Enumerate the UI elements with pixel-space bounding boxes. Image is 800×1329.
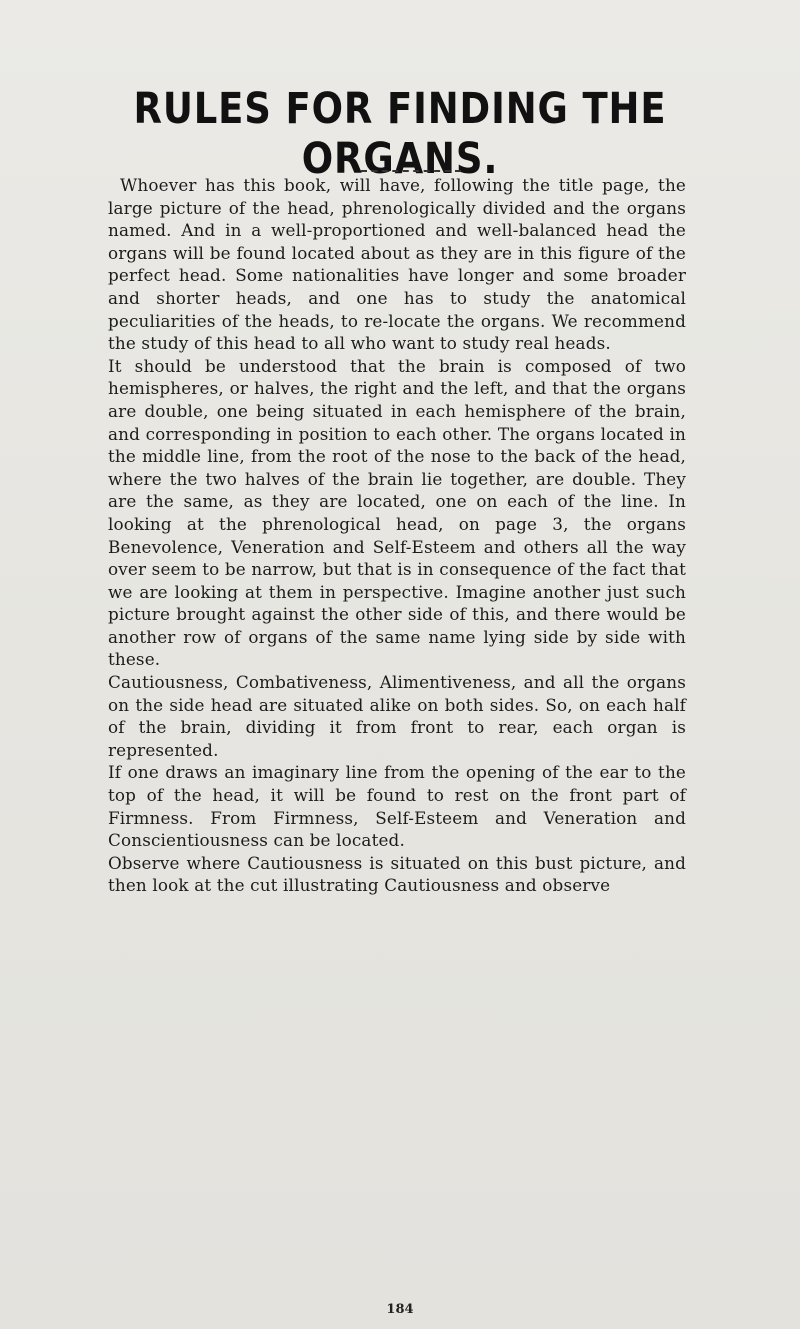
paragraph-side-organs: Cautiousness, Combativeness, Alimentiveness, and all the organs on the side head are situated alike on both sides. So, on each half of the brain, dividing it from front to rear, each organ is represented. [108,672,686,760]
page-number: 184 [386,1302,414,1317]
paragraph-cautiousness: Observe where Cautiousness is situated on this bust picture, and then look at the cut illustrating Cautiousness and observe [108,852,686,896]
paragraph-intro: Whoever has this book, will have, following the title page, the large picture of the head, phrenologically divided and the organs named. And in a well-proportioned and well-balanced head the organs will be found located about as they are in this figure of the perfect head. Some nationalities have longer and some broader and shorter heads, and one has to study the anatomical peculiarities of the heads, to re-locate the organs. We recommend the study of this head to all who want to study real heads. [108,175,686,354]
paragraph-imaginary-line: If one draws an imaginary line from the opening of the ear to the top of the head, it will be found to rest on the front part of Firmness. From Firmness, Self-Esteem and Veneration and Conscientiousness can be located. [108,762,686,851]
body-text [108,174,686,897]
title-divider [361,170,461,172]
page-title: RULES FOR FINDING THE ORGANS. [133,84,667,184]
paragraph-hemispheres: It should be understood that the brain is composed of two hemispheres, or halves, the right and the left, and that the organs are double, one being situated in each hemisphere of the brain, and corresponding in position to each other. The organs located in the middle line, from the root of the nose to the back of the head, where the two halves of the brain lie together, are double. They are the same, as they are located, one on each of the line. In looking at the phrenological head, on page 3, the organs Benevolence, Veneration and Self-Esteem and others all the way over seem to be narrow, but that is in consequence of the fact that we are looking at them in perspective. Imagine another just such picture brought against the other side of this, and there would be another row of organs of the same name lying side by side with these. [108,355,686,670]
